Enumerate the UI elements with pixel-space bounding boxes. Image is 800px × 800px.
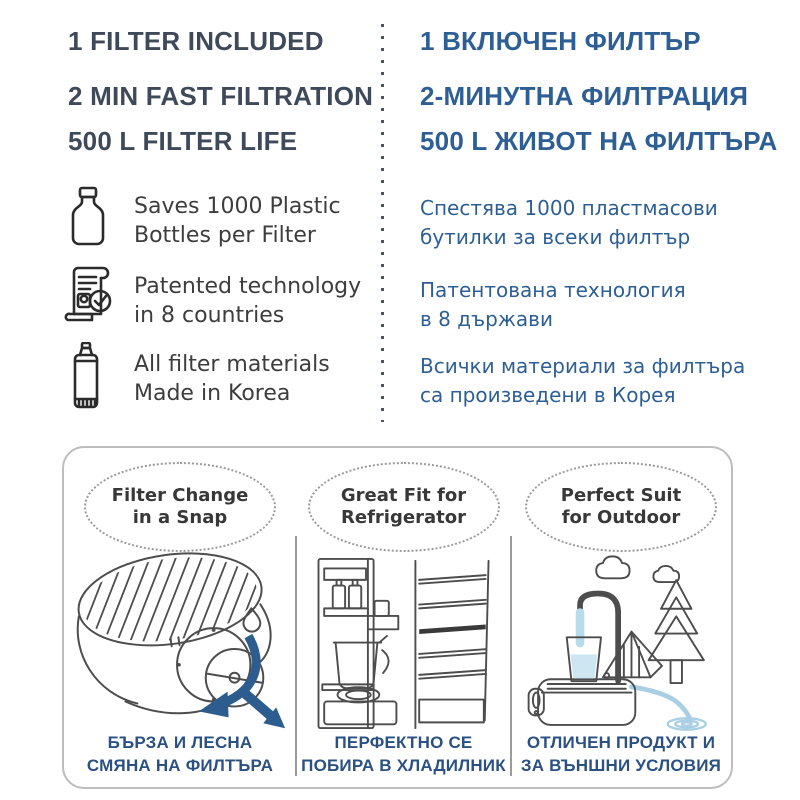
feature-panels-box [62,446,733,789]
feature-materials-en: All filter materials Made in Korea [134,352,330,406]
feature-patent-en: Patented technology in 8 countries [134,274,362,328]
panel-title-badge: Filter Change in a Snap [84,462,276,552]
stat-filters-included-en: 1 FILTER INCLUDED [68,26,324,56]
panel-outdoor [511,448,731,787]
stat-filter-life-bg: 500 L ЖИВОТ НА ФИЛТЪРА [420,126,778,156]
panel-title-badge: Great Fit for Refrigerator [308,462,500,552]
feature-bottles-bg: Спестява 1000 пластмасови бутилки за всеки филтър [420,196,718,249]
panel-refrigerator [296,448,511,787]
refrigerator-illustration [309,548,499,740]
filter-change-illustration [66,544,294,742]
stat-fast-filtration-bg: 2-МИНУТНА ФИЛТРАЦИЯ [420,81,749,111]
stat-fast-filtration-en: 2 MIN FAST FILTRATION [68,81,374,111]
panel-title-badge: Perfect Suit for Outdoor [525,462,717,552]
stat-filter-life-en: 500 L FILTER LIFE [68,126,298,156]
patent-certificate-icon [62,264,116,326]
panel-caption: БЪРЗА И ЛЕСНА СМЯНА НА ФИЛТЪРА [86,733,274,775]
panel-filter-change [64,448,296,787]
dotted-divider [381,24,384,422]
filter-cartridge-icon [70,342,102,414]
outdoor-illustration [521,546,721,742]
plastic-bottle-icon [66,186,110,248]
panel-caption: ОТЛИЧЕН ПРОДУКТ И ЗА ВЪНШНИ УСЛОВИЯ [520,733,722,775]
feature-bottles-en: Saves 1000 Plastic Bottles per Filter [134,194,341,248]
stat-filters-included-bg: 1 ВКЛЮЧЕН ФИЛТЪР [420,26,701,56]
panel-caption: ПЕРФЕКТНО СЕ ПОБИРА В ХЛАДИЛНИК [301,733,506,775]
feature-materials-bg: Всички материали за филтъра са произведени в Корея [420,354,746,407]
feature-patent-bg: Патентована технология в 8 държави [420,278,686,331]
